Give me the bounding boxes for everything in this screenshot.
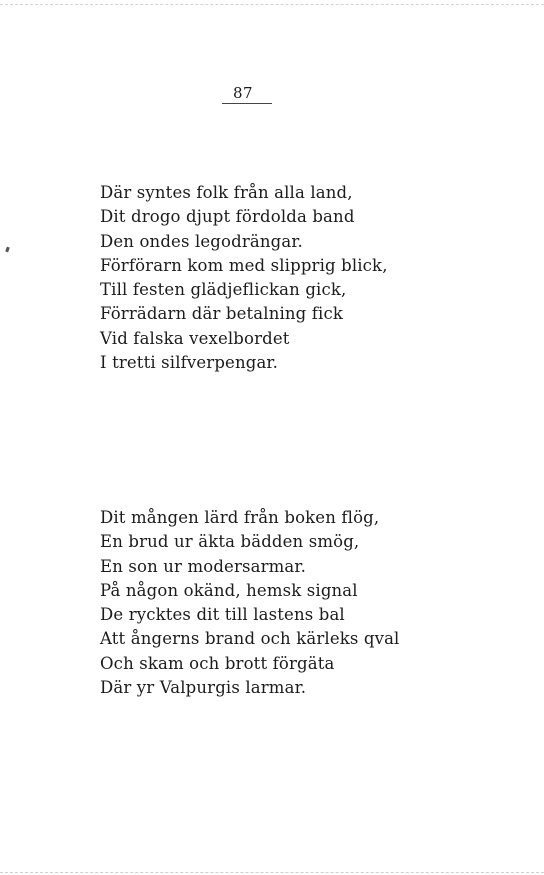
verse-line: Där syntes folk från alla land,: [100, 183, 353, 202]
verse-line: Den ondes legodrängar.: [100, 231, 303, 251]
verse-line: Och skam och brott förgäta: [100, 653, 335, 673]
verse-line: Förrädarn där betalning fick: [100, 304, 344, 324]
verse-line: Till festen glädjeflickan gick,: [100, 280, 347, 300]
stanza-2: [100, 506, 400, 700]
verse-line: Att ångerns brand och kärleks qval: [100, 629, 400, 649]
verse-line: Där yr Valpurgis larmar.: [100, 678, 307, 698]
verse-line: De rycktes dit till lastens bal: [100, 605, 345, 625]
stanza-1: [100, 181, 388, 375]
verse-line: Dit drogo djupt fördolda band: [100, 207, 355, 227]
page-number-rule: [222, 103, 272, 104]
scan-top-edge: [0, 4, 544, 5]
verse-line: En brud ur äkta bädden smög,: [100, 532, 360, 552]
page-number: 87: [233, 84, 254, 102]
verse-line: Vid falska vexelbordet: [100, 328, 290, 348]
verse-line: Förförarn kom med slipprig blick,: [100, 255, 388, 275]
scan-bottom-edge: [0, 872, 544, 873]
verse-line: Dit mången lärd från boken flög,: [100, 508, 380, 527]
verse-line: I tretti silfverpengar.: [100, 353, 279, 373]
verse-line: En son ur modersarmar.: [100, 556, 307, 576]
verse-line: På någon okänd, hemsk signal: [100, 580, 358, 600]
margin-speck: [5, 247, 10, 253]
